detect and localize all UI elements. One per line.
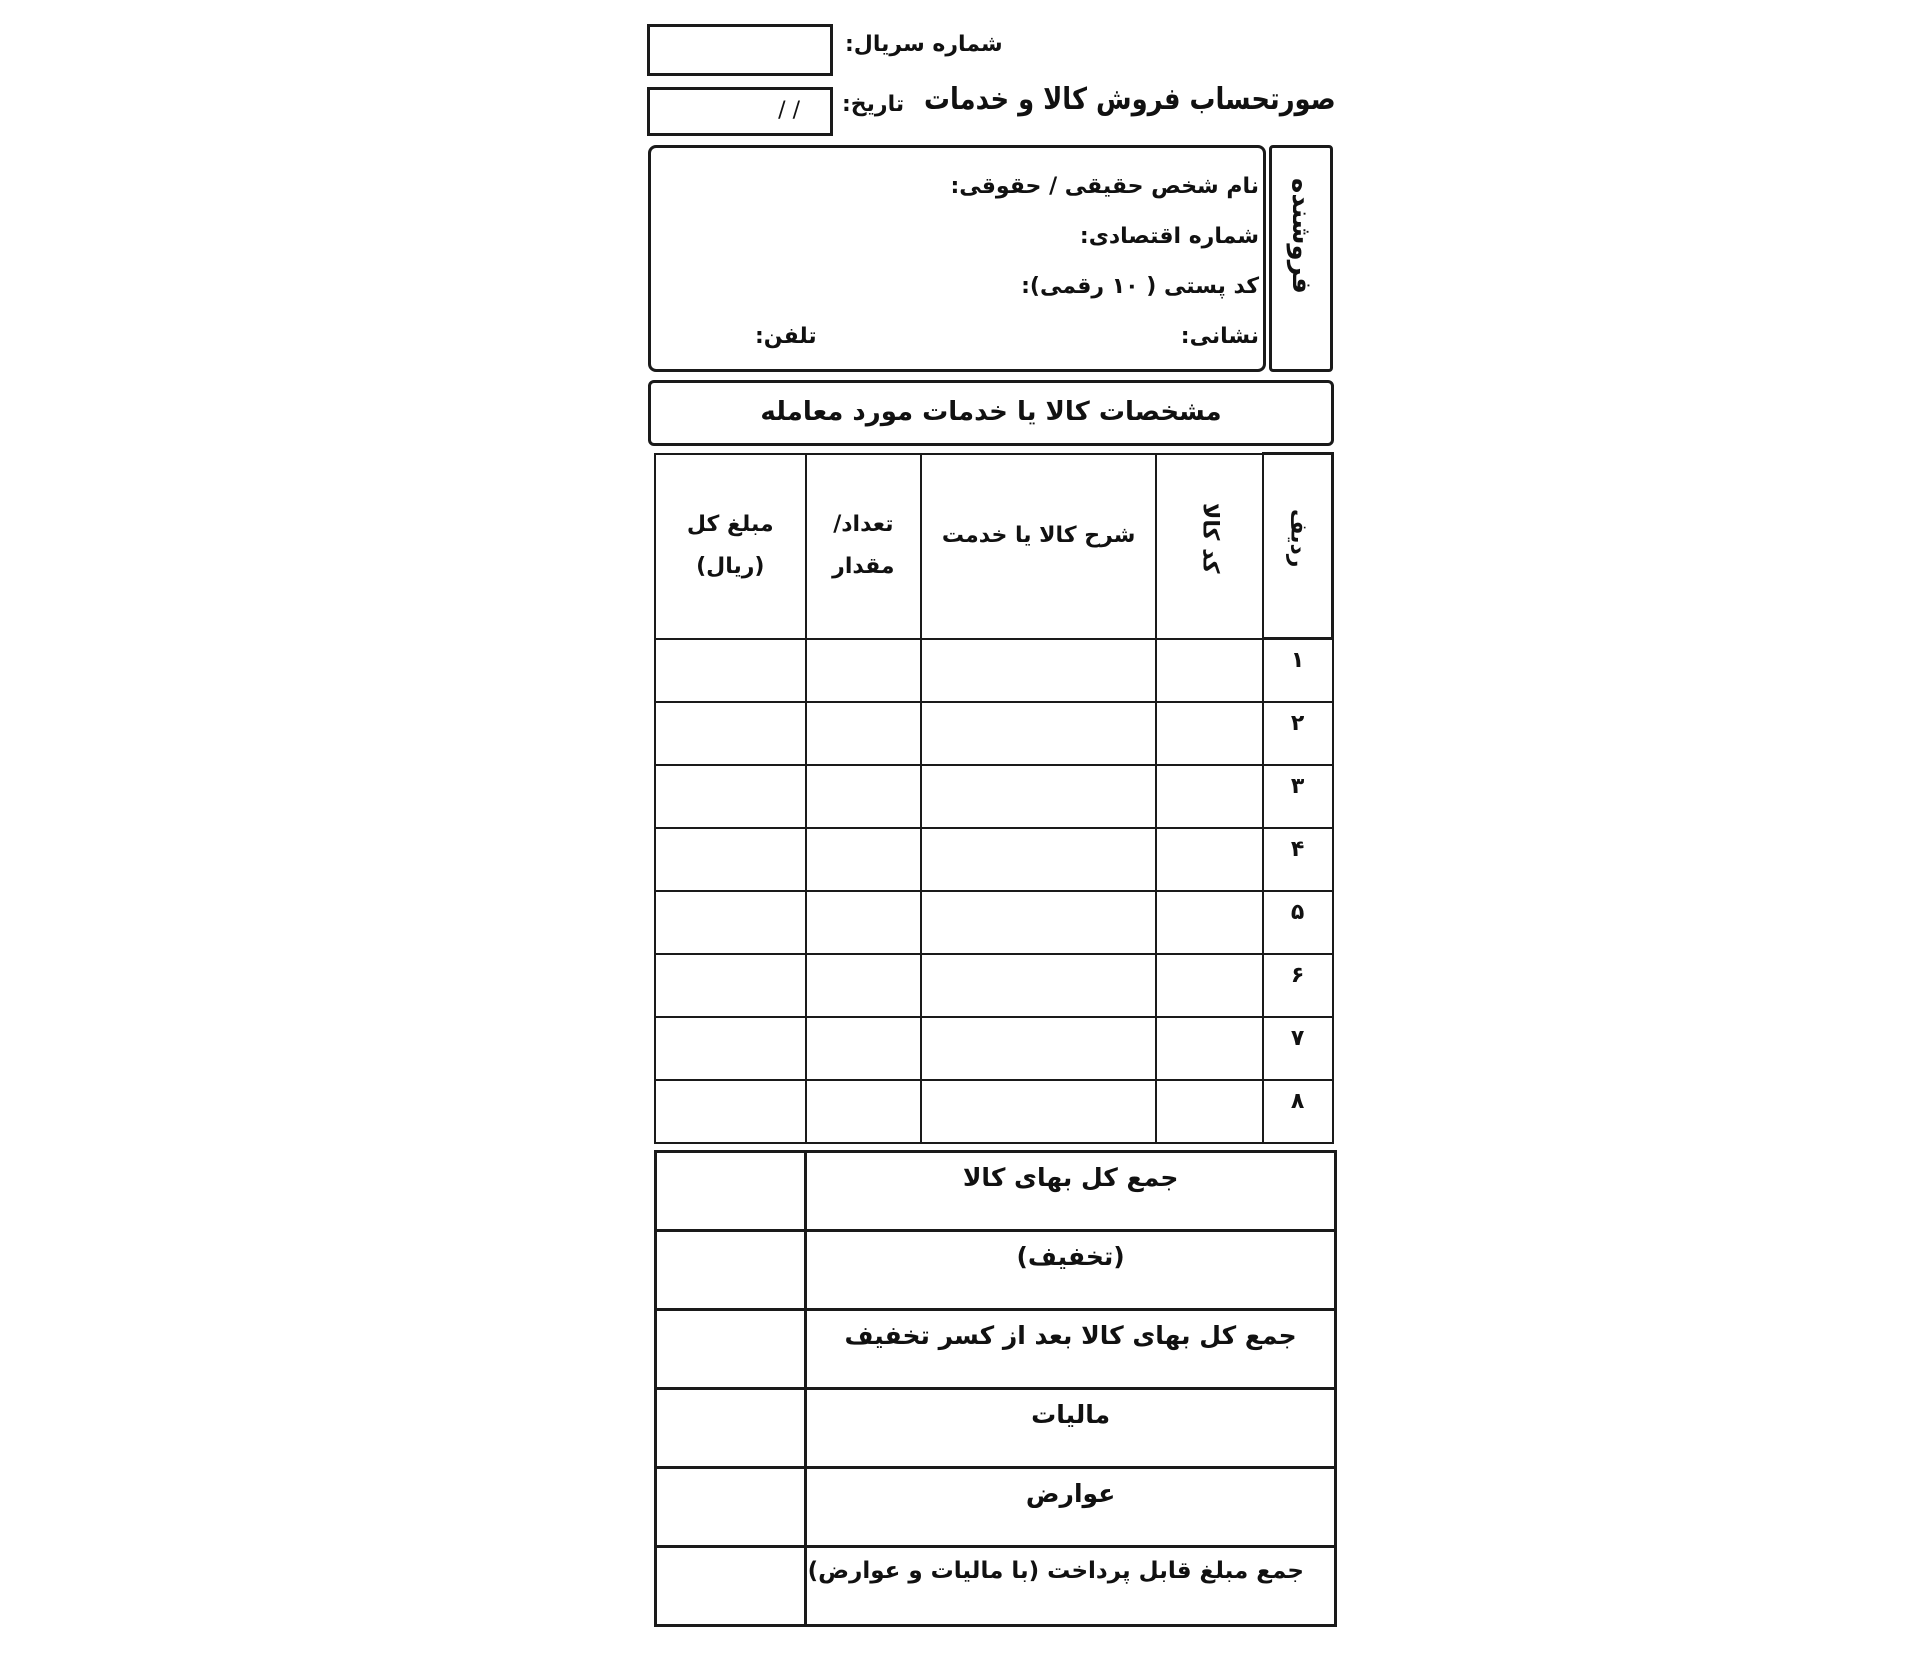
serial-number-label: شماره سریال: — [845, 32, 1003, 57]
table-row — [655, 1080, 1333, 1143]
table-row — [655, 1017, 1333, 1080]
seller-section-label-box — [1269, 145, 1333, 372]
total-label: جمع کل بهای کالا — [806, 1152, 1336, 1231]
column-header-quantity-line2: مقدار — [832, 554, 895, 579]
amount-cell[interactable] — [655, 702, 806, 765]
column-header-quantity-line1: تعداد/ — [833, 512, 894, 537]
description-cell[interactable] — [921, 1080, 1156, 1143]
quantity-cell[interactable] — [806, 702, 922, 765]
items-table — [654, 452, 1334, 1144]
quantity-cell[interactable] — [806, 828, 922, 891]
column-header-total-line1: مبلغ کل — [686, 512, 774, 537]
payable-total-label: جمع مبلغ قابل پرداخت (با مالیات و عوارض) — [806, 1547, 1336, 1626]
amount-cell[interactable] — [655, 1080, 806, 1143]
row-number: ۷ — [1263, 1017, 1333, 1080]
items-table-header — [655, 454, 1333, 639]
totals-row — [656, 1547, 1336, 1626]
column-header-code: کد کالا — [1197, 503, 1223, 574]
quantity-cell[interactable] — [806, 1080, 922, 1143]
total-after-discount-label: جمع کل بهای کالا بعد از کسر تخفیف — [806, 1310, 1336, 1389]
code-cell[interactable] — [1156, 765, 1263, 828]
discount-label: (تخفیف) — [806, 1231, 1336, 1310]
row-number: ۲ — [1263, 702, 1333, 765]
row-number: ۱ — [1263, 639, 1333, 702]
seller-name-label: نام شخص حقیقی / حقوقی: — [950, 174, 1259, 199]
row-number: ۳ — [1263, 765, 1333, 828]
duties-label: عوارض — [806, 1468, 1336, 1547]
page-title: صورتحساب فروش کالا و خدمات — [924, 82, 1336, 117]
amount-cell[interactable] — [655, 954, 806, 1017]
seller-section-label: فروشنده — [1286, 178, 1316, 294]
table-row — [655, 639, 1333, 702]
table-row — [655, 891, 1333, 954]
date-label: تاریخ: — [842, 92, 905, 117]
date-field[interactable]: / / — [647, 87, 833, 136]
code-cell[interactable] — [1156, 1080, 1263, 1143]
total-after-discount-value-cell[interactable] — [656, 1310, 806, 1389]
code-cell[interactable] — [1156, 828, 1263, 891]
code-cell[interactable] — [1156, 639, 1263, 702]
amount-cell[interactable] — [655, 765, 806, 828]
quantity-cell[interactable] — [806, 765, 922, 828]
row-number: ۴ — [1263, 828, 1333, 891]
tax-value-cell[interactable] — [656, 1389, 806, 1468]
items-section-title: مشخصات کالا یا خدمات مورد معامله — [648, 380, 1334, 446]
quantity-cell[interactable] — [806, 1017, 922, 1080]
description-cell[interactable] — [921, 702, 1156, 765]
seller-info-box — [648, 145, 1266, 372]
table-row — [655, 828, 1333, 891]
address-label: نشانی: — [1180, 324, 1259, 349]
code-cell[interactable] — [1156, 891, 1263, 954]
description-cell[interactable] — [921, 765, 1156, 828]
totals-row — [656, 1152, 1336, 1231]
amount-cell[interactable] — [655, 891, 806, 954]
description-cell[interactable] — [921, 639, 1156, 702]
payable-total-value-cell[interactable] — [656, 1547, 806, 1626]
postal-code-label: کد پستی ( ۱۰ رقمی): — [1021, 274, 1259, 299]
quantity-cell[interactable] — [806, 639, 922, 702]
code-cell[interactable] — [1156, 954, 1263, 1017]
description-cell[interactable] — [921, 891, 1156, 954]
row-number: ۵ — [1263, 891, 1333, 954]
table-row — [655, 702, 1333, 765]
description-cell[interactable] — [921, 828, 1156, 891]
totals-row — [656, 1389, 1336, 1468]
phone-label: تلفن: — [755, 324, 817, 349]
amount-cell[interactable] — [655, 639, 806, 702]
totals-row — [656, 1468, 1336, 1547]
description-cell[interactable] — [921, 954, 1156, 1017]
totals-table — [654, 1150, 1337, 1627]
column-header-total-line2: (ریال) — [696, 554, 765, 579]
tax-label: مالیات — [806, 1389, 1336, 1468]
table-row — [655, 954, 1333, 1017]
column-header-row: ردیف — [1285, 509, 1311, 568]
amount-cell[interactable] — [655, 1017, 806, 1080]
totals-row — [656, 1231, 1336, 1310]
discount-value-cell[interactable] — [656, 1231, 806, 1310]
description-cell[interactable] — [921, 1017, 1156, 1080]
serial-number-field[interactable] — [647, 24, 833, 76]
amount-cell[interactable] — [655, 828, 806, 891]
quantity-cell[interactable] — [806, 954, 922, 1017]
total-value-cell[interactable] — [656, 1152, 806, 1231]
code-cell[interactable] — [1156, 702, 1263, 765]
code-cell[interactable] — [1156, 1017, 1263, 1080]
row-number: ۸ — [1263, 1080, 1333, 1143]
column-header-description: شرح کالا یا خدمت — [921, 454, 1156, 639]
totals-row — [656, 1310, 1336, 1389]
row-number: ۶ — [1263, 954, 1333, 1017]
economic-number-label: شماره اقتصادی: — [1079, 224, 1259, 249]
table-row — [655, 765, 1333, 828]
duties-value-cell[interactable] — [656, 1468, 806, 1547]
quantity-cell[interactable] — [806, 891, 922, 954]
